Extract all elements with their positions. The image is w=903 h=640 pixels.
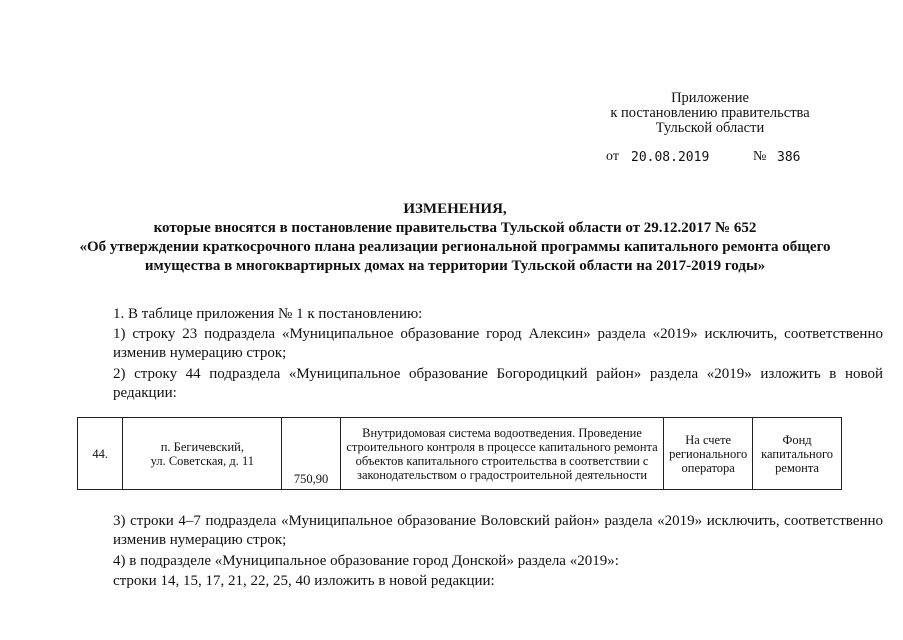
row-work-type: Внутридомовая система водоотведения. Проведение строительного контроля в процессе капитального ремонта объектов капитального строительства в соответствии с законодательством о градостроительной деятельности	[340, 418, 663, 490]
heading-title: ИЗМЕНЕНИЯ,	[403, 201, 507, 217]
address-line-2: ул. Советская, д. 11	[150, 453, 255, 468]
heading-line-3: «Об утверждении краткосрочного плана реализации региональной программы капитального ремонта общего	[79, 239, 831, 255]
paragraph-5: 4) в подразделе «Муниципальное образование город Донской» раздела «2019»:	[113, 553, 619, 569]
document-heading	[60, 200, 850, 276]
paragraph-4: 3) строки 4–7 подраздела «Муниципальное образование Воловский район» раздела «2019» исключить, соответственно изменив нумерацию строк;	[113, 513, 883, 548]
replacement-table	[77, 417, 842, 490]
heading-line-2: которые вносятся в постановление правительства Тульской области от 29.12.2017 № 652	[153, 220, 757, 236]
address-line-1: п. Бегичевский,	[160, 439, 244, 454]
annex-line-3: Тульской области	[655, 120, 765, 136]
annex-line-1: Приложение	[671, 90, 749, 106]
row-fund: Фонд капитального ремонта	[753, 418, 842, 490]
paragraph-6: строки 14, 15, 17, 21, 22, 25, 40 изложить в новой редакции:	[113, 573, 495, 589]
paragraph-1: 1. В таблице приложения № 1 к постановлению:	[113, 306, 423, 322]
annex-line-2: к постановлению правительства	[610, 105, 810, 121]
document-date: 20.08.2019	[631, 150, 710, 165]
row-account: На счете регионального оператора	[664, 418, 753, 490]
table-row	[78, 418, 842, 490]
annex-block	[560, 91, 860, 136]
from-label: от	[606, 149, 619, 164]
row-area: 750,90	[282, 418, 341, 490]
heading-line-4: имущества в многоквартирных домах на территории Тульской области на 2017-2019 годы»	[144, 258, 766, 274]
paragraph-2: 1) строку 23 подраздела «Муниципальное образование город Алексин» раздела «2019» исключить, соответственно изменив нумерацию строк;	[113, 326, 883, 361]
row-number: 44.	[78, 418, 123, 490]
number-sign: №	[753, 149, 767, 164]
paragraph-3: 2) строку 44 подраздела «Муниципальное образование Богородицкий район» раздела «2019» изложить в новой редакции:	[113, 366, 883, 401]
row-address	[123, 418, 282, 490]
document-number: 386	[777, 150, 801, 165]
